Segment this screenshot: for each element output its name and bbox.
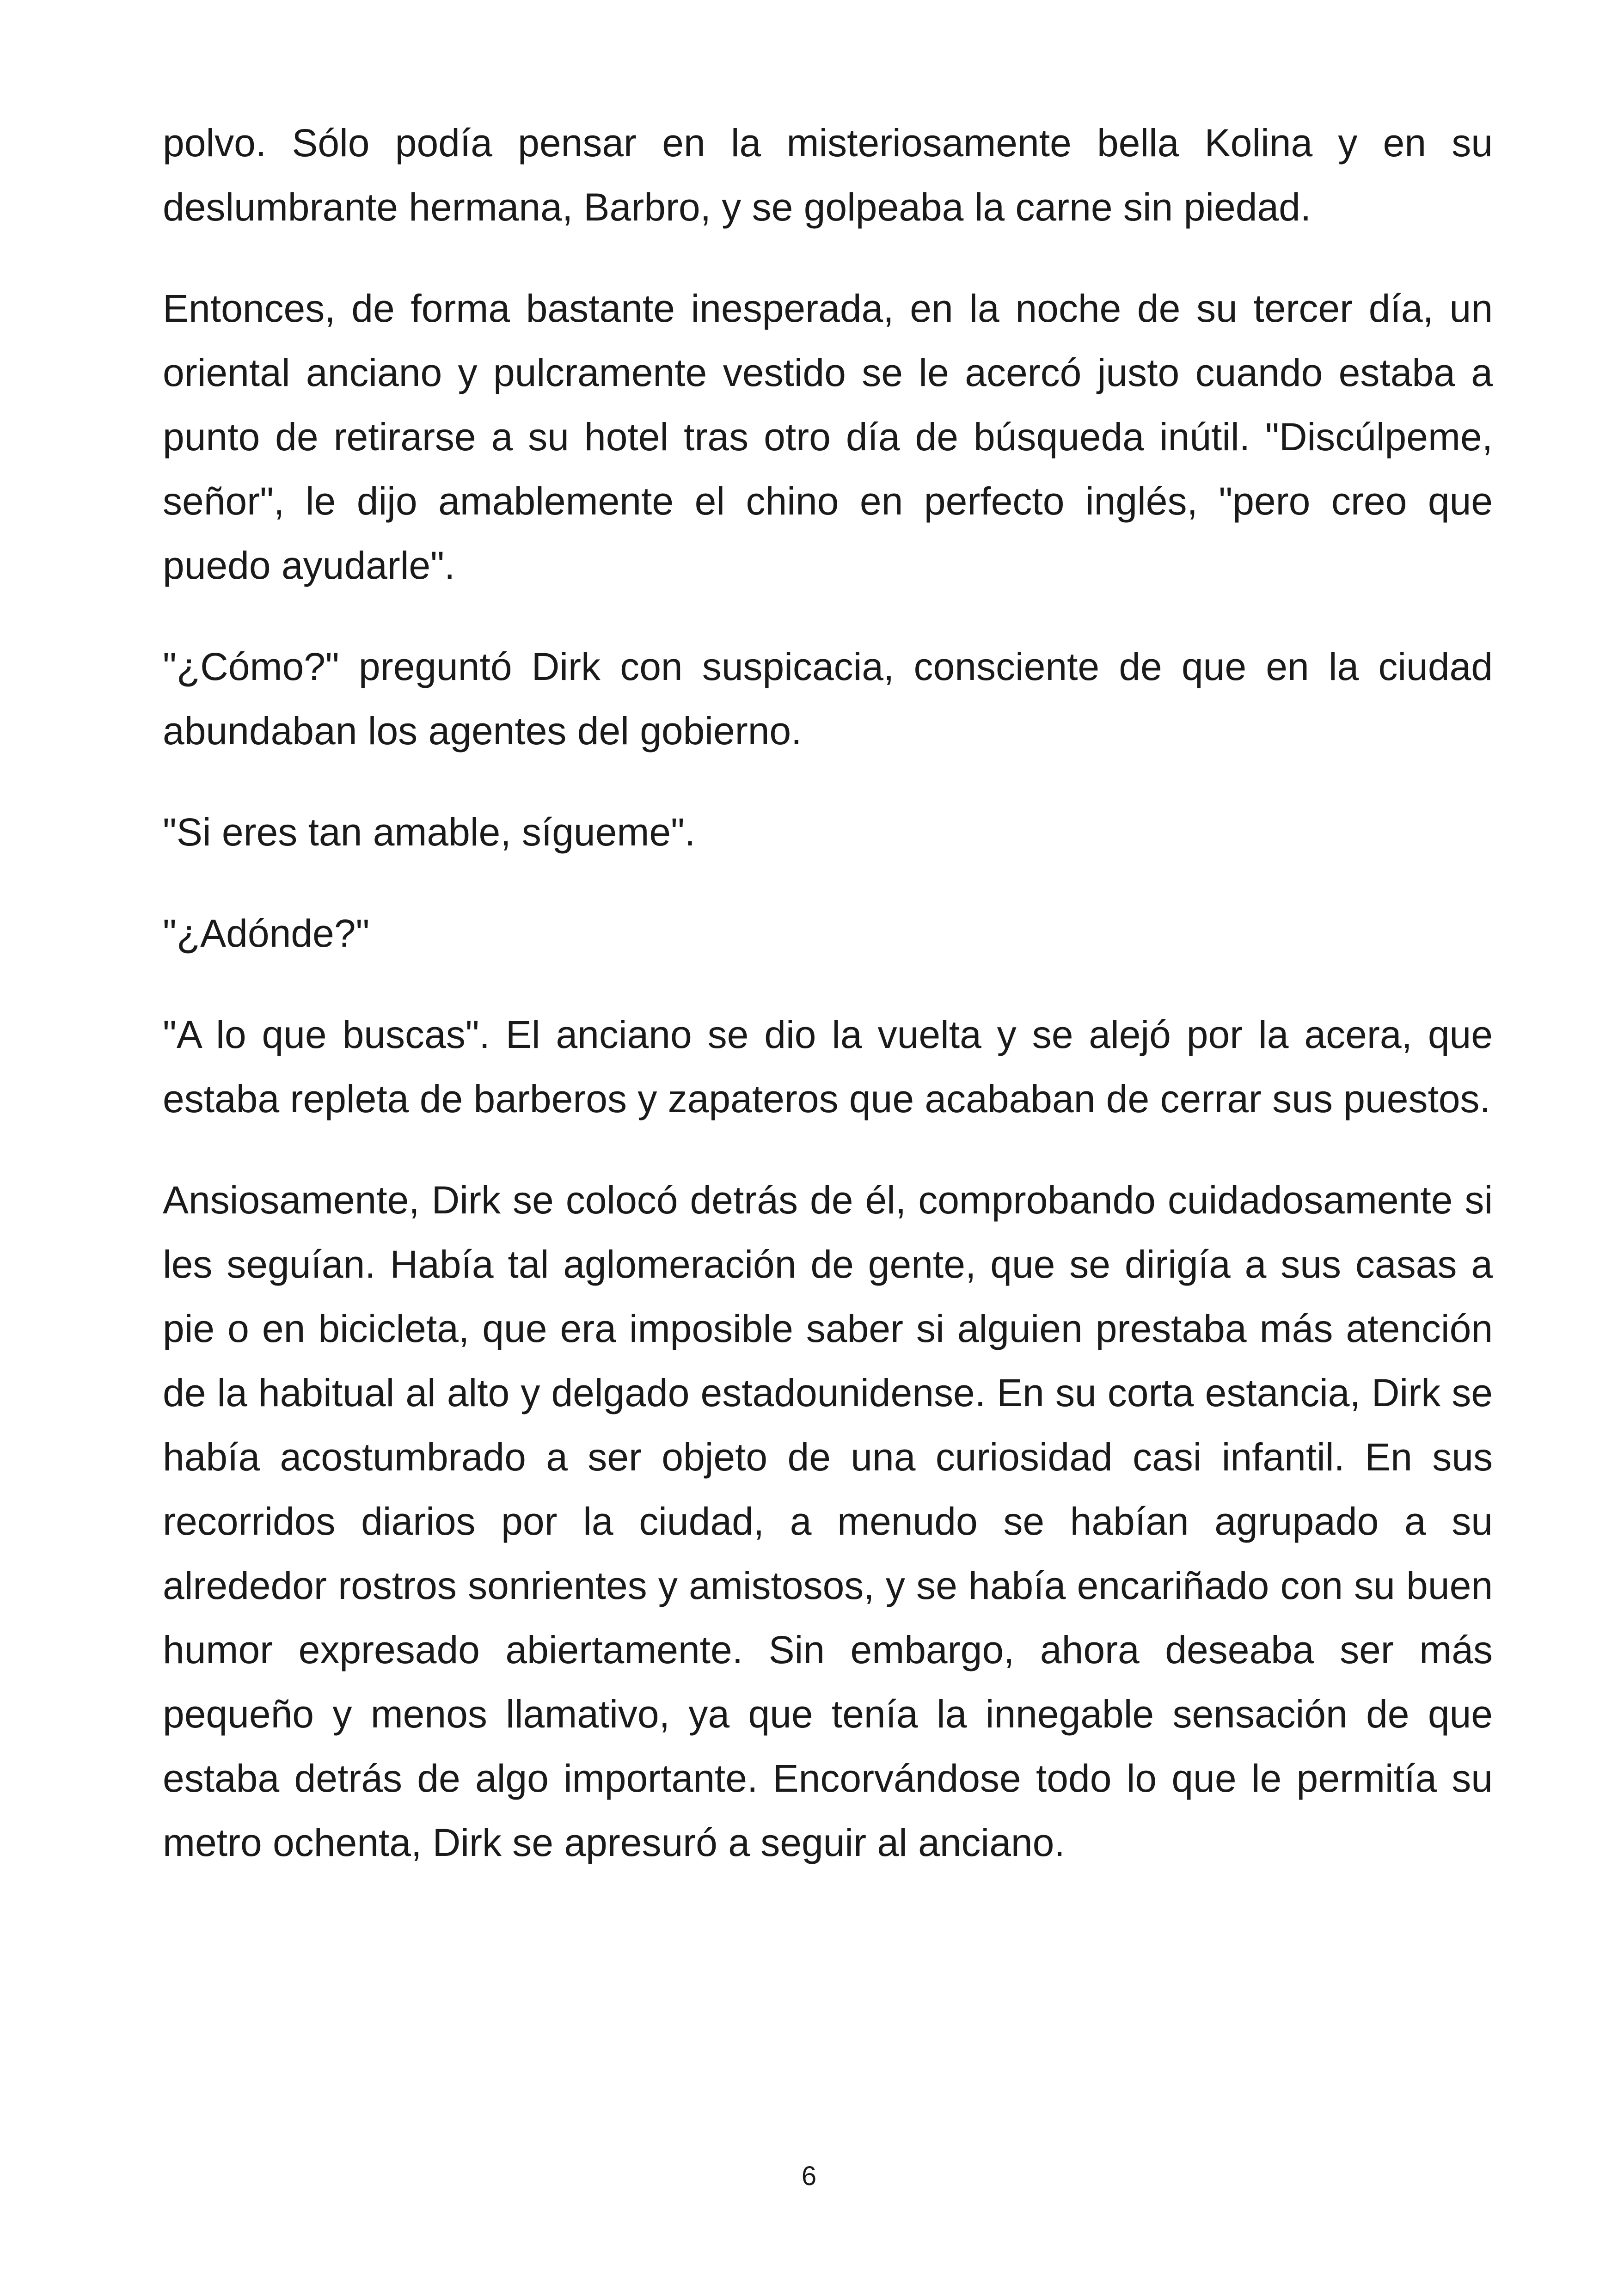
page-number: 6	[801, 2161, 817, 2191]
paragraph-4: "Si eres tan amable, sígueme".	[163, 810, 696, 854]
paragraph-6: "A lo que buscas". El anciano se dio la vuelta y se alejó por la acera, que estaba repleta de barberos y zapateros que acababan de cerrar sus puestos.	[163, 1013, 1493, 1120]
paragraph-3: "¿Cómo?" preguntó Dirk con suspicacia, consciente de que en la ciudad abundaban los agentes del gobierno.	[163, 645, 1493, 753]
paragraph-2: Entonces, de forma bastante inesperada, en la noche de su tercer día, un oriental anciano y pulcramente vestido se le acercó justo cuando estaba a punto de retirarse a su hotel tras otro día de búsqueda inútil. "Discúlpeme, señor", le dijo amablemente el chino en perfecto inglés, "pero creo que puedo ayudarle".	[163, 287, 1493, 587]
paragraph-1: polvo. Sólo podía pensar en la misteriosamente bella Kolina y en su deslumbrante hermana, Barbro, y se golpeaba la carne sin piedad.	[163, 121, 1493, 229]
paragraph-5: "¿Adónde?"	[163, 912, 370, 955]
paragraph-7: Ansiosamente, Dirk se colocó detrás de él, comprobando cuidadosamente si les seguían. Había tal aglomeración de gente, que se dirigía a sus casas a pie o en bicicleta, que era imposible saber si alguien prestaba más atención de la habitual al alto y delgado estadounidense. En su corta estancia, Dirk se había acostumbrado a ser objeto de una curiosidad casi infantil. En sus recorridos diarios por la ciudad, a menudo se habían agrupado a su alrededor rostros sonrientes y amistosos, y se había encariñado con su buen humor expresado abiertamente. Sin embargo, ahora deseaba ser más pequeño y menos llamativo, ya que tenía la innegable sensación de que estaba detrás de algo importante. Encorvándose todo lo que le permitía su metro ochenta, Dirk se apresuró a seguir al anciano.	[163, 1178, 1493, 1864]
body-text	[163, 111, 1493, 1912]
